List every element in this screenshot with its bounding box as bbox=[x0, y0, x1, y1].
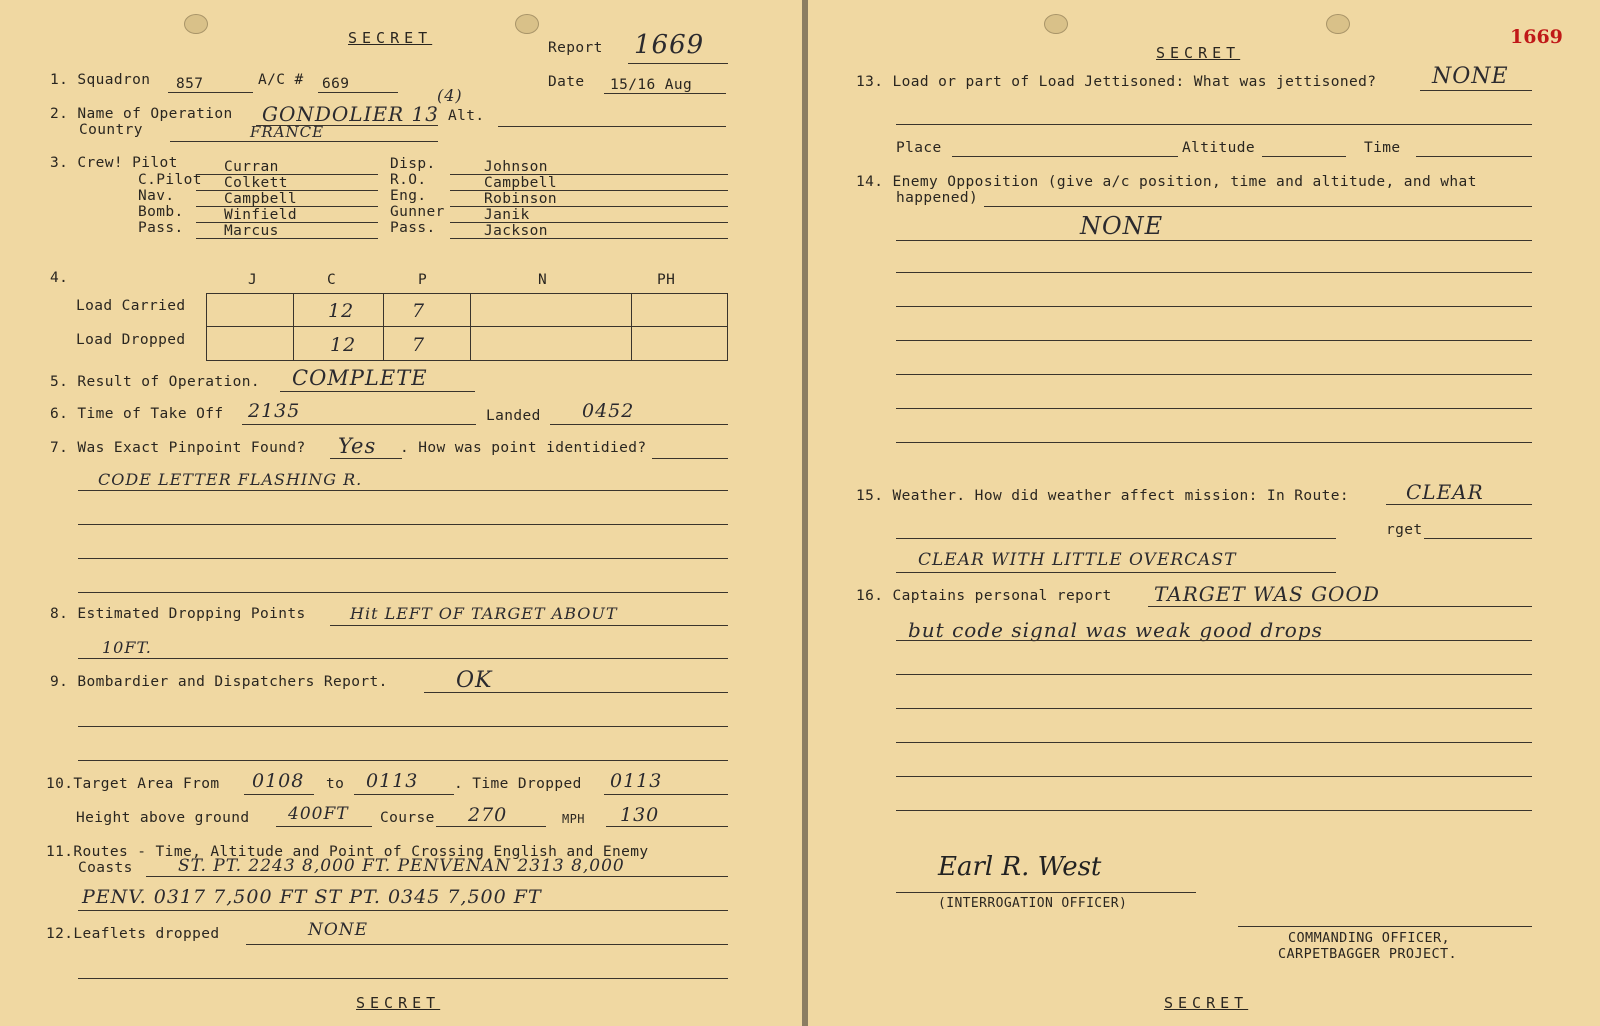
routes-line1: ST. PT. 2243 8,000 FT. PENVENAN 2313 8,000 bbox=[178, 856, 625, 876]
height-value: 400FT bbox=[288, 804, 349, 824]
mph-label: MPH bbox=[562, 812, 585, 826]
load-dropped-c: 12 bbox=[330, 334, 357, 356]
crew-role: Eng. bbox=[390, 188, 427, 204]
crew-role: Nav. bbox=[138, 188, 175, 204]
crew-role: Disp. bbox=[390, 156, 436, 172]
secret-header: SECRET bbox=[1156, 44, 1241, 62]
report-label: Report bbox=[548, 40, 603, 56]
dropping-line1: Hit LEFT OF TARGET ABOUT bbox=[350, 604, 618, 623]
load-col-header: C bbox=[327, 272, 337, 288]
load-carried-c: 12 bbox=[328, 300, 355, 322]
load-col-header: N bbox=[538, 272, 548, 288]
pinpoint-found: Yes bbox=[338, 434, 377, 458]
jettison-label: 13. Load or part of Load Jettisoned: What was jettisoned? bbox=[856, 74, 1377, 90]
crew-name: Colkett bbox=[224, 175, 288, 191]
country-label: Country bbox=[79, 122, 143, 138]
date-label: Date bbox=[548, 74, 585, 90]
crew-name: Janik bbox=[484, 207, 530, 223]
ac-label: A/C # bbox=[258, 72, 304, 88]
report-page-right bbox=[808, 0, 1600, 1026]
target-to-value: 0113 bbox=[366, 770, 419, 792]
crew-role: R.O. bbox=[390, 172, 427, 188]
dropping-label: 8. Estimated Dropping Points bbox=[50, 606, 306, 622]
routes-line2: PENV. 0317 7,500 FT ST PT. 0345 7,500 FT bbox=[82, 886, 542, 908]
time-label: Time bbox=[1364, 140, 1401, 156]
course-label: Course bbox=[380, 810, 435, 826]
squadron-value: 857 bbox=[176, 76, 204, 92]
mph-value: 130 bbox=[620, 804, 660, 826]
pinpoint-label: 7. Was Exact Pinpoint Found? bbox=[50, 440, 306, 456]
routes-coasts-label: Coasts bbox=[78, 860, 133, 876]
operation-note: (4) bbox=[437, 86, 463, 105]
load-dropped-p: 7 bbox=[412, 334, 426, 356]
enemy-label-2: happened) bbox=[896, 190, 979, 206]
weather-target-value: CLEAR WITH LITTLE OVERCAST bbox=[918, 550, 1237, 570]
crew-name: Campbell bbox=[484, 175, 558, 191]
load-table bbox=[206, 293, 728, 361]
crew-label: 3. Crew! Pilot bbox=[50, 155, 178, 171]
crew-name: Winfield bbox=[224, 207, 298, 223]
punch-hole bbox=[184, 14, 208, 34]
alt-label: Alt. bbox=[448, 108, 485, 124]
load-dropped-label: Load Dropped bbox=[76, 332, 186, 348]
result-label: 5. Result of Operation. bbox=[50, 374, 260, 390]
commanding-officer-line1: COMMANDING OFFICER, bbox=[1288, 930, 1451, 946]
load-carried-label: Load Carried bbox=[76, 298, 186, 314]
commanding-officer-line2: CARPETBAGGER PROJECT. bbox=[1278, 946, 1458, 962]
crew-name: Johnson bbox=[484, 159, 548, 175]
landed-label: Landed bbox=[486, 408, 541, 424]
captain-line2: but code signal was weak good drops bbox=[908, 618, 1323, 642]
pinpoint-how-label: . How was point identidied? bbox=[400, 440, 647, 456]
load-col-header: PH bbox=[657, 272, 676, 288]
page-number-badge: 1669 bbox=[1510, 26, 1563, 48]
crew-name: Campbell bbox=[224, 191, 298, 207]
ac-value: 669 bbox=[322, 76, 350, 92]
crew-role: C.Pilot bbox=[138, 172, 202, 188]
crew-name: Curran bbox=[224, 159, 279, 175]
report-number: 1669 bbox=[634, 30, 705, 60]
leaflets-label: 12.Leaflets dropped bbox=[46, 926, 220, 942]
crew-name: Marcus bbox=[224, 223, 279, 239]
load-carried-p: 7 bbox=[412, 300, 426, 322]
jettison-value: NONE bbox=[1432, 64, 1509, 89]
signature-caption: (INTERROGATION OFFICER) bbox=[938, 896, 1128, 911]
place-label: Place bbox=[896, 140, 942, 156]
crew-name: Robinson bbox=[484, 191, 558, 207]
enemy-label: 14. Enemy Opposition (give a/c position, time and altitude, and what bbox=[856, 174, 1477, 190]
course-value: 270 bbox=[468, 804, 508, 826]
date-value: 15/16 Aug bbox=[610, 77, 693, 93]
leaflets-value: NONE bbox=[308, 920, 369, 940]
weather-target-label: rget bbox=[1386, 522, 1423, 538]
secret-footer: SECRET bbox=[356, 994, 441, 1012]
bombardier-value: OK bbox=[456, 668, 493, 693]
crew-name: Jackson bbox=[484, 223, 548, 239]
takeoff-value: 2135 bbox=[248, 400, 301, 422]
crew-role: Gunner bbox=[390, 204, 445, 220]
pinpoint-how-value: CODE LETTER FLASHING R. bbox=[98, 470, 363, 489]
height-label: Height above ground bbox=[76, 810, 250, 826]
routes-label: 11.Routes - Time, Altitude and Point of Crossing English and Enemy bbox=[46, 844, 649, 860]
squadron-label: 1. Squadron bbox=[50, 72, 151, 88]
crew-role: Bomb. bbox=[138, 204, 184, 220]
load-col-header: J bbox=[248, 272, 258, 288]
secret-header: SECRET bbox=[348, 29, 433, 47]
crew-role: Pass. bbox=[390, 220, 436, 236]
captain-label: 16. Captains personal report bbox=[856, 588, 1112, 604]
load-number: 4. bbox=[50, 270, 69, 286]
punch-hole bbox=[515, 14, 539, 34]
interrogation-officer-signature: Earl R. West bbox=[938, 852, 1102, 882]
crew-role: Pass. bbox=[138, 220, 184, 236]
target-from-label: 10.Target Area From bbox=[46, 776, 220, 792]
time-dropped-value: 0113 bbox=[610, 770, 663, 792]
enemy-value: NONE bbox=[1080, 212, 1164, 240]
landed-value: 0452 bbox=[582, 400, 635, 422]
dropping-line2: 10FT. bbox=[102, 638, 152, 657]
country-value: FRANCE bbox=[250, 123, 325, 141]
punch-hole bbox=[1326, 14, 1350, 34]
captain-line1: TARGET WAS GOOD bbox=[1154, 582, 1380, 606]
operation-label: 2. Name of Operation bbox=[50, 106, 233, 122]
weather-label: 15. Weather. How did weather affect mission: In Route: bbox=[856, 488, 1350, 504]
weather-route-value: CLEAR bbox=[1406, 480, 1484, 504]
time-dropped-label: . Time Dropped bbox=[454, 776, 582, 792]
target-from-value: 0108 bbox=[252, 770, 305, 792]
load-col-header: P bbox=[418, 272, 428, 288]
target-to-label: to bbox=[326, 776, 345, 792]
takeoff-label: 6. Time of Take Off bbox=[50, 406, 224, 422]
bombardier-label: 9. Bombardier and Dispatchers Report. bbox=[50, 674, 388, 690]
punch-hole bbox=[1044, 14, 1068, 34]
result-value: COMPLETE bbox=[292, 366, 428, 390]
operation-value: GONDOLIER 13 bbox=[262, 102, 439, 126]
altitude-label: Altitude bbox=[1182, 140, 1256, 156]
secret-footer: SECRET bbox=[1164, 994, 1249, 1012]
